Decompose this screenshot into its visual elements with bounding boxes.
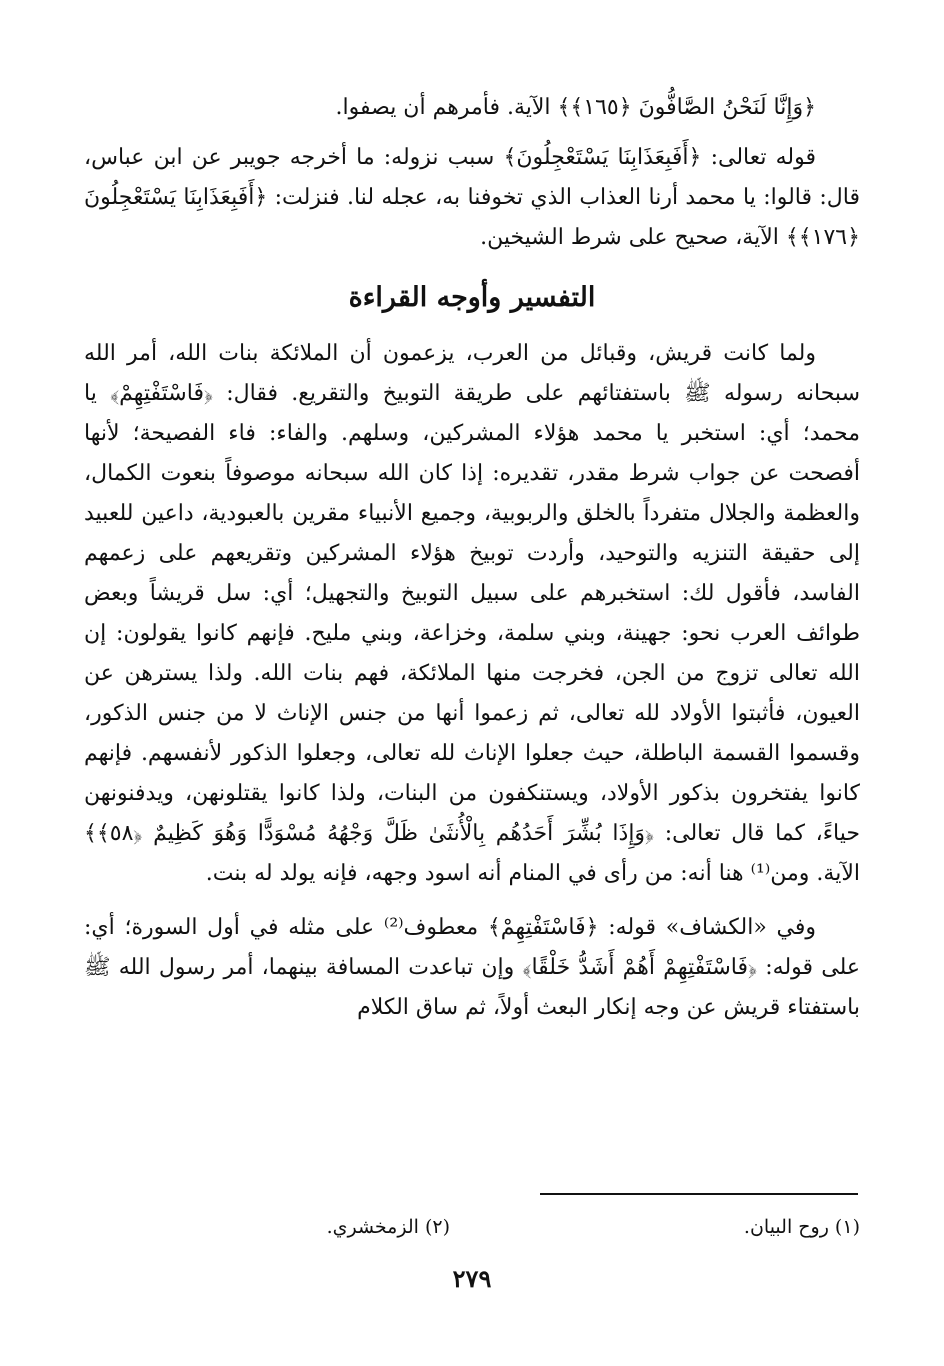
kashshaf-paragraph: وفي «الكشاف» قوله: ﴿فَاسْتَفْتِهِمْ﴾ معطوف⁽²⁾ على مثله في أول السورة؛ أي: على قوله: ﴿فَاسْتَفْتِهِمْ أَهُمْ أَشَدُّ خَلْقًا﴾ وإن تباعدت المسافة بينهما، أمر رسول الله ﷺ باستفتاء قريش عن وجه إنكار البعث أولاً، ثم ساق الكلام — [84, 915, 860, 1020]
footnote-divider — [540, 1193, 858, 1195]
tafsir-paragraph: ولما كانت قريش، وقبائل من العرب، يزعمون أن الملائكة بنات الله، أمر الله سبحانه رسوله ﷺ باستفتائهم على طريقة التوبيخ والتقريع. فقال: ﴿فَاسْتَفْتِهِمْ﴾ يا محمد؛ أي: استخبر يا محمد هؤلاء المشركين، وسلهم. والفاء: فاء الفصيحة؛ لأنها أفصحت عن جواب شرط مقدر، تقديره: إذا كان الله سبحانه موصوفاً بنعوت الكمال، والعظمة والجلال متفرداً بالخلق والربوبية، وجميع الأنبياء مقرين بالعبودية، داعين للعبيد إلى حقيقة التنزيه والتوحيد، وأردت توبيخ هؤلاء المشركين وتقريعهم على زعمهم الفاسد، فأقول لك: استخبرهم على سبيل التوبيخ والتجهيل؛ أي: سل قريشاً وبعض طوائف العرب نحو: جهينة، وبني سلمة، وخزاعة، وبني مليح. فإنهم كانوا يقولون: إن الله تعالى تزوج من الجن، فخرجت منها الملائكة، فهم بنات الله. ولذا يسترهن عن العيون، فأثبتوا الأولاد لله تعالى، ثم زعموا أنها من جنس الإناث لا من جنس الذكور، وقسموا القسمة الباطلة، حيث جعلوا الإناث لله تعالى، وجعلوا الذكور لأنفسهم. فإنهم كانوا يفتخرون بذكور الأولاد، ويستنكفون من البنات، ولذا كانوا يقتلونهن، ويدفنونهن حياءً، كما قال تعالى: ﴿وَإِذَا بُشِّرَ أَحَدُهُم بِالْأُنثَىٰ ظَلَّ وَجْهُهُ مُسْوَدًّا وَهُوَ كَظِيمٌ ﴿٥٨﴾﴾ الآية. ومن⁽¹⁾ هنا أنه: من رأى في المنام أنه اسود وجهه، فإنه يولد له بنت. — [84, 341, 860, 886]
paragraph-gap — [84, 894, 860, 908]
verse-continuation-paragraph: ﴿وَإِنَّا لَنَحْنُ الصَّافُّونَ ﴿١٦٥﴾﴾ الآية. فأمرهم أن يصفوا. — [335, 95, 816, 120]
footnote-1: (١) روح البيان. — [743, 1216, 860, 1238]
revelation-cause-paragraph: قوله تعالى: ﴿أَفَبِعَذَابِنَا يَسْتَعْجِلُونَ﴾ سبب نزوله: ما أخرجه جويبر عن ابن عباس، قال: قالوا: يا محمد أرنا العذاب الذي تخوفنا به، عجله لنا. فنزلت: ﴿أَفَبِعَذَابِنَا يَسْتَعْجِلُونَ ﴿١٧٦﴾﴾ الآية، صحيح على شرط الشيخين. — [84, 145, 860, 250]
paragraph-gap — [84, 128, 860, 138]
section-heading: التفسير وأوجه القراءة — [348, 282, 596, 313]
footnote-2: (٢) الزمخشري. — [326, 1216, 450, 1238]
page-body — [84, 88, 860, 1028]
page-number: ٢٧٩ — [452, 1264, 492, 1293]
